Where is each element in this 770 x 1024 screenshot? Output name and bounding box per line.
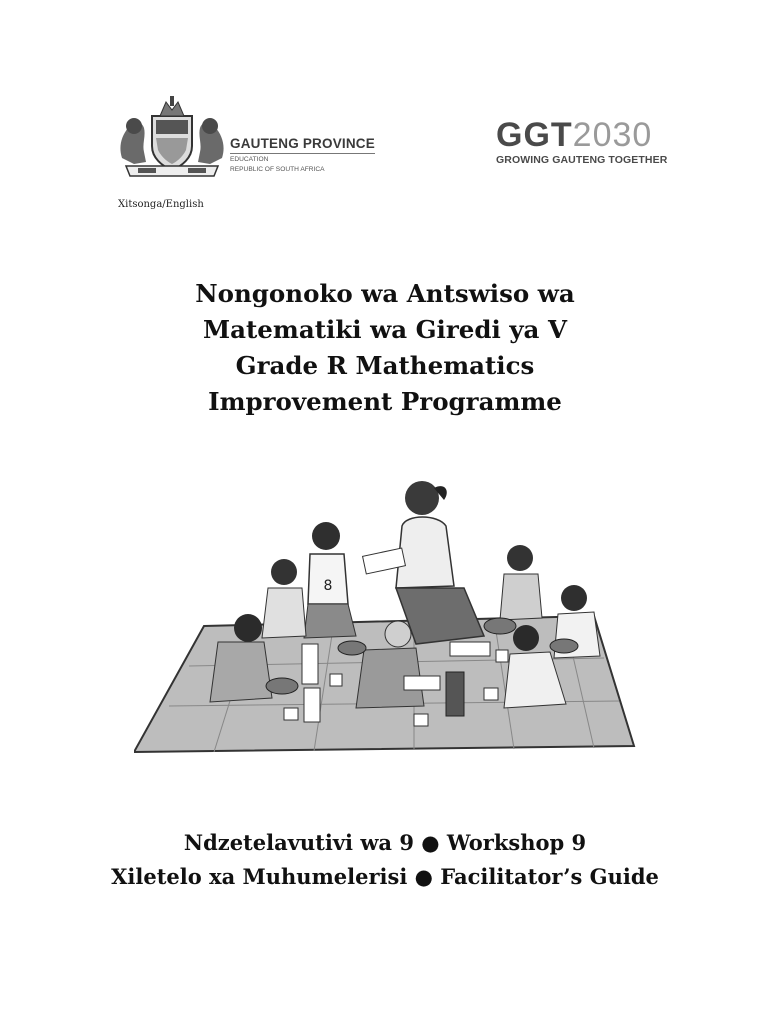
title-line: Matematiki wa Giredi ya V (203, 315, 567, 344)
classroom-children-illustration (134, 476, 644, 756)
ggt-tagline: GROWING GAUTENG TOGETHER (496, 154, 668, 166)
language-label: Xitsonga/English (118, 199, 204, 210)
coat-of-arms-icon (116, 96, 228, 180)
svg-text:8: 8 (323, 578, 333, 594)
ggt-mark-bold: GGT (496, 116, 573, 154)
gauteng-name: GAUTENG PROVINCE (230, 136, 375, 154)
title-line: Nongonoko wa Antswiso wa (195, 279, 575, 308)
classroom-illustration (134, 476, 644, 756)
ggt-mark (496, 118, 667, 152)
workshop-subtitle (0, 826, 770, 894)
gauteng-wordmark (230, 136, 375, 174)
gauteng-country: REPUBLIC OF SOUTH AFRICA (230, 166, 325, 173)
document-title (0, 276, 770, 420)
ggt-mark-year: 2030 (572, 116, 653, 154)
title-line: Improvement Programme (208, 387, 562, 416)
ggt-logo (496, 118, 667, 166)
gauteng-dept: EDUCATION (230, 156, 269, 163)
guide-line: Xiletelo xa Muhumelerisi ● Facilitator’s Guide (111, 864, 659, 889)
workshop-line: Ndzetelavutivi wa 9 ● Workshop 9 (183, 830, 587, 855)
title-line: Grade R Mathematics (235, 351, 535, 380)
